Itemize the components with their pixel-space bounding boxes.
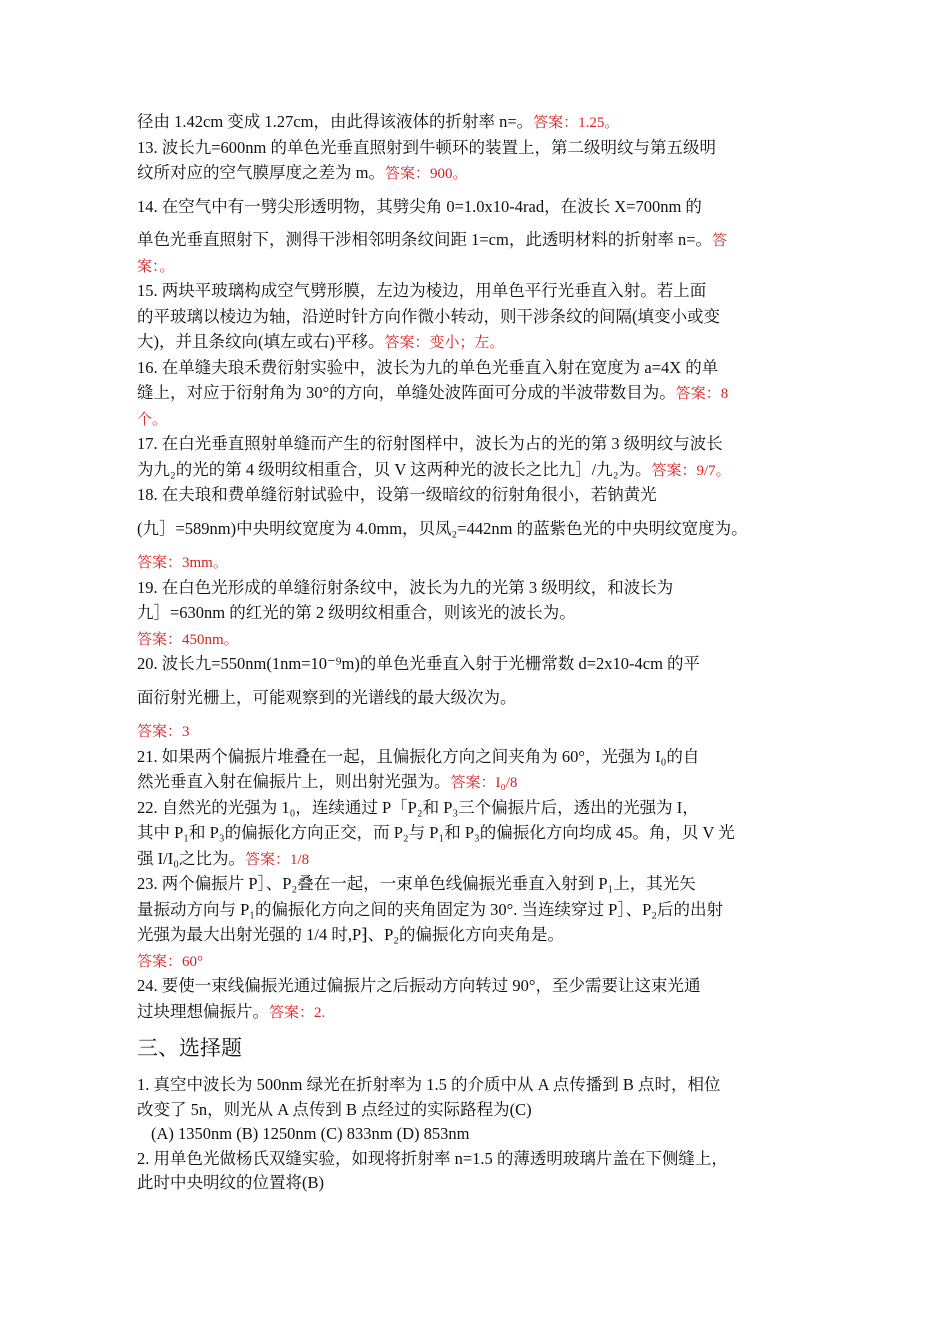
question-text: 为九₂的光的第 4 级明纹相重合，贝 V 这两种光的波长之比九］/九₂为。 — [137, 459, 652, 479]
text-line — [137, 949, 827, 975]
text-line — [137, 517, 827, 543]
question-text: 17. 在白光垂直照射单缝而产生的衍射图样中，波长为占的光的第 3 级明纹与波长 — [137, 434, 723, 453]
question-block — [137, 517, 827, 543]
text-line — [137, 770, 827, 796]
text-line — [137, 195, 827, 221]
question-text: 缝上，对应于衍射角为 30°的方向，单缝处波阵面可分成的半波带数目为。 — [137, 383, 676, 402]
question-block — [137, 872, 827, 974]
answer-text: 答案：1.25。 — [533, 115, 620, 131]
text-line — [137, 898, 827, 924]
question-text: 径由 1.42cm 变成 1.27cm，由此得该液体的折射率 n=。 — [137, 112, 534, 131]
text-line — [137, 432, 827, 458]
question-block — [137, 110, 827, 136]
question-text: 量振动方向与 P₁的偏振化方向之间的夹角固定为 30°. 当连续穿过 P］、P₂后的出射 — [137, 899, 724, 919]
answer-text: 答案：450nm。 — [137, 631, 239, 648]
answer-text: 答案：8 — [675, 386, 729, 402]
text-line — [137, 974, 827, 1000]
text-line — [137, 381, 827, 407]
text-line — [137, 1000, 827, 1026]
question-block — [137, 796, 827, 873]
answer-text: 案：。 — [137, 258, 175, 275]
text-line — [137, 161, 827, 187]
question-text: 过块理想偏振片。 — [137, 1001, 269, 1021]
text-line — [137, 254, 827, 280]
question-block — [137, 974, 827, 1025]
text-line — [137, 847, 827, 873]
document-body — [137, 110, 827, 1196]
question-text: 强 I/I₀之比为。 — [137, 848, 245, 868]
text-line — [137, 872, 827, 898]
question-text: 单色光垂直照射下，测得干涉相邻明条纹间距 1=cm，此透明材料的折射率 n=。 — [137, 230, 713, 249]
question-text: 大)，并且条纹向(填左或右)平移。 — [137, 332, 385, 351]
question-block — [137, 745, 827, 796]
answer-text: 个。 — [137, 411, 168, 428]
question-block — [137, 719, 827, 745]
answer-text: 答案：I₀/8 — [450, 775, 518, 791]
text-line — [137, 627, 827, 653]
text-line — [137, 136, 827, 162]
answer-text: 答案：变小；左。 — [384, 335, 505, 351]
text-line — [137, 923, 827, 949]
question-text: (九］=589nm)中央明纹宽度为 4.0mm，贝凤₂=442nm 的蓝紫色光的中央明纹宽度为。 — [137, 518, 748, 538]
question-text: 的平玻璃以棱边为轴，沿逆时针方向作微小转动，则干涉条纹的间隔(填变小或变 — [137, 306, 720, 326]
question-text: 16. 在单缝夫琅禾费衍射实验中，波长为九的单色光垂直入射在宽度为 a=4X 的单 — [137, 357, 719, 377]
text-line — [137, 110, 827, 136]
question-block — [137, 136, 827, 187]
question-text: 九］=630nm 的红光的第 2 级明纹相重合，则该光的波长为。 — [137, 603, 576, 622]
text-line — [137, 458, 827, 484]
question-block — [137, 550, 827, 576]
question-block — [137, 652, 827, 678]
answer-text: 答案：2. — [269, 1004, 326, 1021]
answer-text: 答案：1/8 — [244, 851, 310, 868]
question-text: 19. 在白色光形成的单缝衍射条纹中，波长为九的光第 3 级明纹，和波长为 — [137, 577, 674, 597]
question-block — [137, 228, 827, 279]
text-line — [137, 279, 827, 305]
text-line — [137, 652, 827, 678]
question-block — [137, 576, 827, 653]
question-block — [137, 279, 827, 356]
question-text: 22. 自然光的光强为 1₀，连续通过 P「P₂和 P₃三个偏振片后，透出的光强为 I， — [137, 797, 699, 817]
text-line — [137, 576, 827, 602]
text-line — [137, 550, 827, 576]
text-line — [137, 407, 827, 433]
question-text: 面衍射光栅上，可能观察到的光谱线的最大级次为。 — [137, 687, 517, 707]
question-block — [137, 195, 827, 221]
question-text: 13. 波长九=600nm 的单色光垂直照射到牛顿环的装置上，第二级明纹与第五级明 — [137, 137, 717, 157]
question-block — [137, 356, 827, 433]
question-text: 纹所对应的空气膜厚度之差为 m。 — [137, 163, 385, 182]
section-heading: 三、选择题 — [137, 1036, 242, 1060]
question-text: 23. 两个偏振片 P］、P₂叠在一起，一束单色线偏振光垂直入射到 P₁上，其光矢 — [137, 874, 696, 893]
text-line — [137, 601, 827, 627]
choice-text-line: 1. 真空中波长为 500nm 绿光在折射率为 1.5 的介质中从 A 点传播到 B 点时，相位 — [137, 1075, 721, 1094]
question-block — [137, 432, 827, 483]
question-text: 光强为最大出射光强的 1/4 时,P⁆、P₂的偏振化方向夹角是。 — [137, 925, 565, 944]
answer-text: 答案：3 — [137, 724, 190, 740]
text-line — [137, 686, 827, 712]
choice-question-block — [137, 1147, 827, 1196]
text-line — [137, 305, 827, 331]
question-text: 20. 波长九=550nm(1nm=10⁻⁹m)的单色光垂直入射于光栅常数 d=2x10-4cm 的平 — [137, 654, 701, 673]
text-line — [137, 228, 827, 254]
choice-text-line: 改变了 5n，则光从 A 点传到 B 点经过的实际路程为(C) — [137, 1099, 532, 1119]
choice-text-line: 2. 用单色光做杨氏双缝实验，如现将折射率 n=1.5 的薄透明玻璃片盖在下侧缝上， — [137, 1148, 728, 1168]
question-text: 24. 要使一束线偏振光通过偏振片之后振动方向转过 90°，至少需要让这束光通 — [137, 976, 701, 995]
question-text: 14. 在空气中有一劈尖形透明物，其劈尖角 0=1.0x10-4rad，在波长 X=700nm 的 — [137, 196, 702, 216]
answer-text: 答案：60° — [137, 953, 203, 970]
question-block — [137, 686, 827, 712]
answer-text: 答案：3mm。 — [137, 555, 228, 571]
question-text: 然光垂直入射在偏振片上，则出射光强为。 — [137, 772, 451, 791]
question-text: 其中 P₁和 P₃的偏振化方向正交，而 P₂与 P₁和 P₃的偏振化方向均成 45。角，贝 V 光 — [137, 823, 735, 842]
answer-text: 答 — [712, 233, 728, 249]
text-line — [137, 719, 827, 745]
text-line — [137, 356, 827, 382]
question-text: 18. 在夫琅和费单缝衍射试验中，设第一级暗纹的衍射角很小，若钠黄光 — [137, 485, 657, 504]
answer-text: 答案：9/7。 — [651, 462, 731, 479]
text-line — [137, 330, 827, 356]
text-line — [137, 483, 827, 509]
question-text: 15. 两块平玻璃构成空气劈形膜，左边为棱边，用单色平行光垂直入射。若上面 — [137, 281, 707, 300]
answer-text: 答案：900。 — [384, 166, 468, 182]
question-text: 21. 如果两个偏振片堆叠在一起，且偏振化方向之间夹角为 60°，光强为 I₀的自 — [137, 746, 700, 766]
text-line — [137, 821, 827, 847]
choice-text-line: 此时中央明纹的位置将(B) — [137, 1173, 324, 1192]
choice-question-block — [137, 1073, 827, 1147]
question-block — [137, 483, 827, 509]
choice-text-line: (A) 1350nm (B) 1250nm (C) 833nm (D) 853nm — [151, 1124, 470, 1143]
text-line — [137, 745, 827, 771]
text-line — [137, 796, 827, 822]
